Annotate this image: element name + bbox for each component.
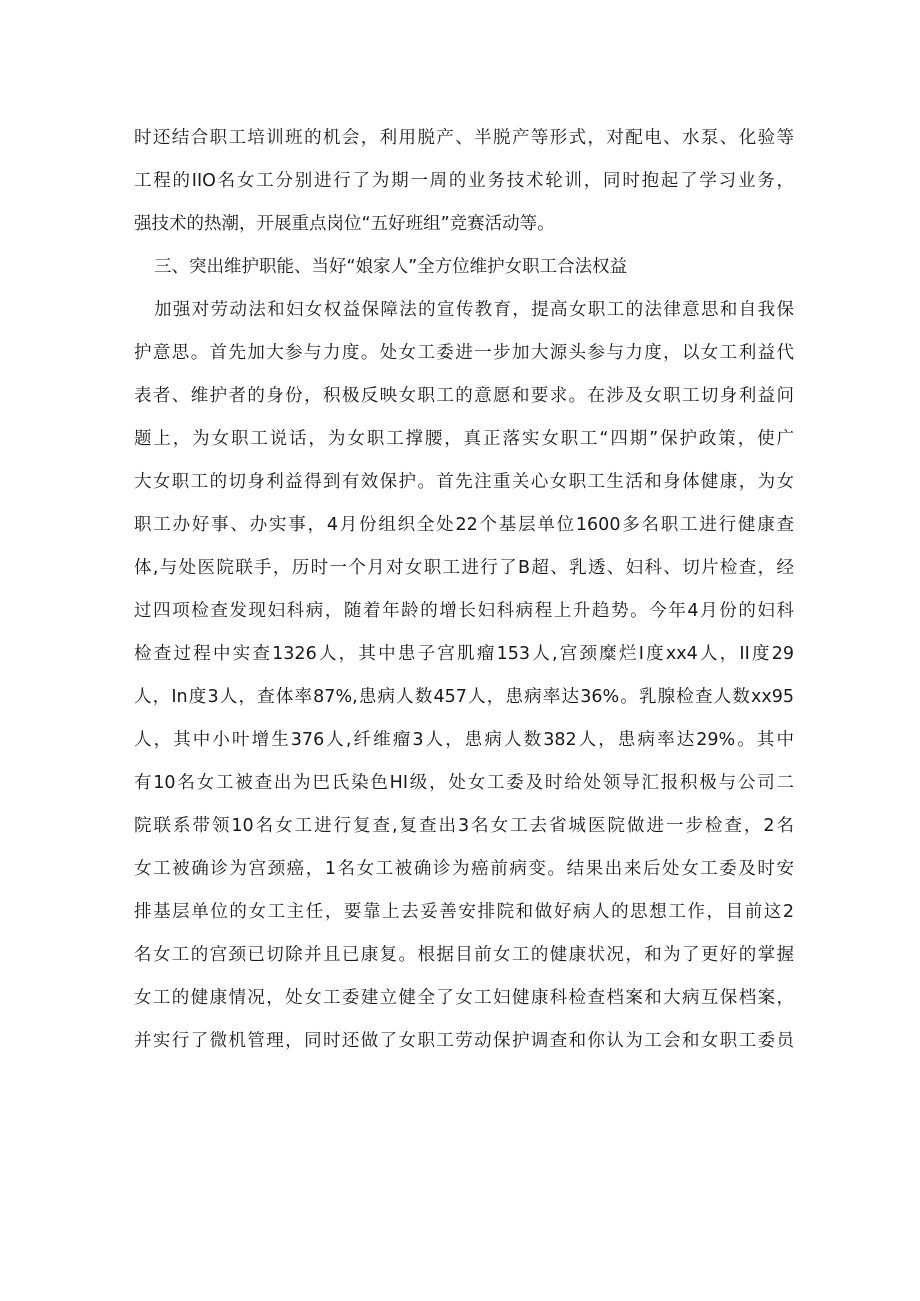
text-line: 女工的健康情况，处女工委建立健全了女工妇健康科检查档案和大病互保档案， (134, 988, 794, 1008)
body-text (134, 117, 794, 1063)
text-line: 题上，为女职工说话，为女职工撑腰，真正落实女职工“四期”保护政策，使广 (134, 429, 794, 449)
section-heading: 三、突出维护职能、当好“娘家人”全方位维护女职工合法权益 (154, 257, 628, 277)
text-line: 职工办好事、办实事，4月份组织全处22个基层单位1600多名职工进行健康查 (134, 515, 794, 535)
text-line: 名女工的宫颈已切除并且已康复。根据目前女工的健康状况，和为了更好的掌握 (134, 945, 794, 965)
text-line: 时还结合职工培训班的机会，利用脱产、半脱产等形式，对配电、水泵、化验等 (134, 128, 794, 148)
text-line: 加强对劳动法和妇女权益保障法的宣传教育，提高女职工的法律意思和自我保 (154, 300, 794, 320)
text-line: 女工被确诊为宫颈癌，1名女工被确诊为癌前病变。结果出来后处女工委及时安 (134, 859, 794, 879)
text-line: 人，其中小叶增生376人,纤维瘤3人，患病人数382人，患病率达29%。其中 (134, 730, 794, 750)
text-line: 院联系带领10名女工进行复查,复查出3名女工去省城医院做进一步检查，2名 (134, 816, 794, 836)
text-line: 并实行了微机管理，同时还做了女职工劳动保护调查和你认为工会和女职工委员 (134, 1031, 794, 1051)
text-line: 体,与处医院联手，历时一个月对女职工进行了B超、乳透、妇科、切片检查，经 (134, 558, 794, 578)
text-line: 过四项检查发现妇科病，随着年龄的增长妇科病程上升趋势。今年4月份的妇科 (134, 601, 794, 621)
paragraph-end-line: 强技术的热潮，开展重点岗位“五好班组”竞赛活动等。 (134, 214, 555, 234)
text-line: 检查过程中实查1326人，其中患子宫肌瘤153人,宫颈糜烂I度xx4人，II度29 (134, 644, 794, 664)
text-line: 大女职工的切身利益得到有效保护。首先注重关心女职工生活和身体健康，为女 (134, 472, 794, 492)
text-line: 表者、维护者的身份，积极反映女职工的意愿和要求。在涉及女职工切身利益问 (134, 386, 794, 406)
text-line: 护意思。首先加大参与力度。处女工委进一步加大源头参与力度，以女工利益代 (134, 343, 794, 363)
text-line: 人，In度3人，查体率87%,患病人数457人，患病率达36%。乳腺检查人数xx95 (134, 687, 794, 707)
text-line: 有10名女工被查出为巴氏染色HI级，处女工委及时给处领导汇报积极与公司二 (134, 773, 794, 793)
text-line: 排基层单位的女工主任，要靠上去妥善安排院和做好病人的思想工作，目前这2 (134, 902, 794, 922)
text-line: 工程的IIO名女工分别进行了为期一周的业务技术轮训，同时抱起了学习业务， (134, 171, 794, 191)
